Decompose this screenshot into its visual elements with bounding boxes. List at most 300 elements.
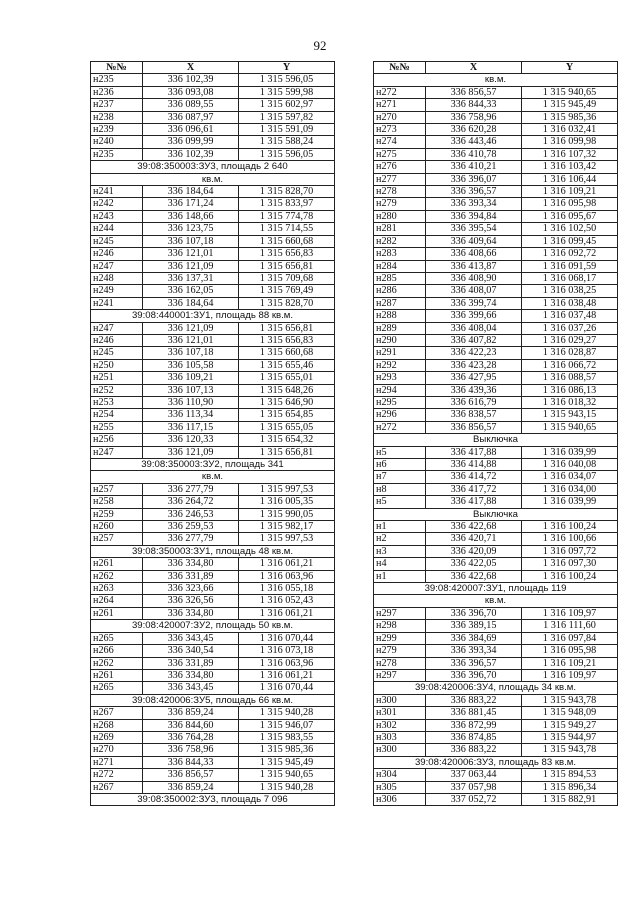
y-coordinate-cell: 1 316 061,21 [239, 558, 335, 570]
y-coordinate-cell: 1 315 945,49 [239, 756, 335, 768]
y-coordinate-cell: 1 315 654,32 [239, 434, 335, 446]
x-coordinate-cell: 336 396,57 [426, 186, 522, 198]
x-coordinate-cell: 336 343,45 [143, 632, 239, 644]
x-coordinate-cell: 336 413,87 [426, 260, 522, 272]
point-number-cell: н6 [374, 459, 426, 471]
table-row [91, 657, 335, 669]
table-row [91, 446, 335, 458]
table-row [374, 707, 618, 719]
x-coordinate-cell: 336 417,88 [426, 496, 522, 508]
y-coordinate-cell: 1 315 656,81 [239, 322, 335, 334]
x-coordinate-cell: 336 414,72 [426, 471, 522, 483]
point-number-cell: н261 [91, 558, 143, 570]
x-coordinate-cell: 336 107,18 [143, 235, 239, 247]
y-coordinate-cell: 1 315 946,07 [239, 719, 335, 731]
y-coordinate-cell: 1 316 088,57 [522, 372, 618, 384]
x-coordinate-cell: 336 420,71 [426, 533, 522, 545]
point-number-cell: н236 [91, 86, 143, 98]
point-number-cell: н277 [374, 173, 426, 185]
table-row [91, 384, 335, 396]
y-coordinate-cell: 1 316 102,50 [522, 223, 618, 235]
y-coordinate-cell: 1 316 039,99 [522, 446, 618, 458]
point-number-cell: н288 [374, 310, 426, 322]
x-coordinate-cell: 336 384,69 [426, 632, 522, 644]
x-coordinate-cell: 336 399,74 [426, 297, 522, 309]
y-coordinate-cell: 1 316 091,59 [522, 260, 618, 272]
x-coordinate-cell: 336 277,79 [143, 483, 239, 495]
x-coordinate-cell: 336 121,01 [143, 334, 239, 346]
y-coordinate-cell: 1 315 940,28 [239, 707, 335, 719]
table-row [91, 111, 335, 123]
x-coordinate-cell: 336 137,31 [143, 272, 239, 284]
table-row [91, 86, 335, 98]
point-number-cell: н278 [374, 657, 426, 669]
x-coordinate-cell: 336 334,80 [143, 669, 239, 681]
point-number-cell: н8 [374, 483, 426, 495]
x-coordinate-cell: 336 859,24 [143, 781, 239, 793]
x-coordinate-cell: 336 099,99 [143, 136, 239, 148]
table-row [374, 645, 618, 657]
point-number-cell: н260 [91, 521, 143, 533]
x-coordinate-cell: 336 410,78 [426, 148, 522, 160]
table-row [374, 446, 618, 458]
y-coordinate-cell: 1 315 709,68 [239, 272, 335, 284]
x-coordinate-cell: 336 121,09 [143, 260, 239, 272]
x-coordinate-cell: 336 408,90 [426, 272, 522, 284]
x-coordinate-cell: 336 277,79 [143, 533, 239, 545]
point-number-cell: н271 [374, 99, 426, 111]
point-number-cell: н286 [374, 285, 426, 297]
y-coordinate-cell: 1 315 894,53 [522, 769, 618, 781]
table-row [91, 496, 335, 508]
x-coordinate-cell: 336 389,15 [426, 620, 522, 632]
table-row [374, 421, 618, 433]
section-heading: 39:08:440001:ЗУ1, площадь 88 кв.м. [91, 310, 335, 322]
point-number-cell: н271 [91, 756, 143, 768]
point-number-cell: н303 [374, 731, 426, 743]
y-coordinate-cell: 1 316 068,17 [522, 272, 618, 284]
point-number-cell: н235 [91, 148, 143, 160]
table-row [91, 223, 335, 235]
table-row [374, 223, 618, 235]
x-coordinate-cell: 336 422,68 [426, 521, 522, 533]
y-coordinate-cell: 1 316 103,42 [522, 161, 618, 173]
section-heading: кв.м. [374, 74, 618, 86]
point-number-cell: н298 [374, 620, 426, 632]
x-coordinate-cell: 336 087,97 [143, 111, 239, 123]
x-header: X [426, 62, 522, 74]
y-coordinate-cell: 1 315 646,90 [239, 396, 335, 408]
y-coordinate-cell: 1 315 599,98 [239, 86, 335, 98]
x-coordinate-cell: 336 343,45 [143, 682, 239, 694]
table-row [374, 111, 618, 123]
table-row [374, 173, 618, 185]
x-coordinate-cell: 336 414,88 [426, 459, 522, 471]
point-number-cell: н253 [91, 396, 143, 408]
section-heading-row [374, 434, 618, 446]
point-number-cell: н302 [374, 719, 426, 731]
table-row [91, 136, 335, 148]
section-heading: кв.м. [374, 595, 618, 607]
x-coordinate-cell: 336 113,34 [143, 409, 239, 421]
y-coordinate-cell: 1 316 109,97 [522, 607, 618, 619]
table-row [91, 595, 335, 607]
table-row [91, 297, 335, 309]
table-row [374, 124, 618, 136]
point-number-cell: н264 [91, 595, 143, 607]
y-coordinate-cell: 1 316 038,48 [522, 297, 618, 309]
y-coordinate-cell: 1 315 983,55 [239, 731, 335, 743]
x-coordinate-cell: 336 422,05 [426, 558, 522, 570]
point-number-cell: н266 [91, 645, 143, 657]
y-coordinate-cell: 1 316 097,72 [522, 545, 618, 557]
table-row [91, 781, 335, 793]
table-row [374, 769, 618, 781]
y-coordinate-cell: 1 315 882,91 [522, 793, 618, 805]
table-row [374, 86, 618, 98]
section-heading: 39:08:420007:ЗУ2, площадь 50 кв.м. [91, 620, 335, 632]
y-coordinate-cell: 1 315 896,34 [522, 781, 618, 793]
table-row [91, 198, 335, 210]
y-coordinate-cell: 1 315 949,27 [522, 719, 618, 731]
point-number-cell: н291 [374, 347, 426, 359]
point-number-cell: н270 [91, 744, 143, 756]
y-coordinate-cell: 1 316 061,21 [239, 669, 335, 681]
x-coordinate-cell: 336 334,80 [143, 607, 239, 619]
x-coordinate-cell: 336 439,36 [426, 384, 522, 396]
point-number-cell: н279 [374, 645, 426, 657]
table-row [91, 558, 335, 570]
table-row [374, 161, 618, 173]
point-number-cell: н290 [374, 334, 426, 346]
section-heading-row [91, 694, 335, 706]
point-number-cell: н267 [91, 707, 143, 719]
point-number-cell: н265 [91, 682, 143, 694]
point-number-cell: н241 [91, 186, 143, 198]
table-row [91, 186, 335, 198]
point-number-cell: н295 [374, 396, 426, 408]
x-coordinate-cell: 336 417,72 [426, 483, 522, 495]
left-coordinates-table [90, 61, 335, 806]
y-coordinate-cell: 1 316 111,60 [522, 620, 618, 632]
point-number-cell: н300 [374, 744, 426, 756]
point-number-cell: н238 [91, 111, 143, 123]
table-row [91, 570, 335, 582]
x-coordinate-cell: 336 859,24 [143, 707, 239, 719]
section-heading-row [374, 508, 618, 520]
table-row [374, 285, 618, 297]
x-coordinate-cell: 336 117,15 [143, 421, 239, 433]
y-coordinate-cell: 1 316 073,18 [239, 645, 335, 657]
y-coordinate-cell: 1 315 591,09 [239, 124, 335, 136]
y-coordinate-cell: 1 315 602,97 [239, 99, 335, 111]
table-row [91, 260, 335, 272]
x-coordinate-cell: 336 105,58 [143, 359, 239, 371]
point-number-cell: н1 [374, 521, 426, 533]
table-row [374, 384, 618, 396]
y-coordinate-cell: 1 315 655,46 [239, 359, 335, 371]
point-number-cell: н5 [374, 446, 426, 458]
point-number-cell: н275 [374, 148, 426, 160]
table-row [91, 483, 335, 495]
y-coordinate-cell: 1 316 034,00 [522, 483, 618, 495]
y-coordinate-cell: 1 315 660,68 [239, 347, 335, 359]
y-coordinate-cell: 1 315 997,53 [239, 483, 335, 495]
point-number-cell: н272 [374, 86, 426, 98]
x-coordinate-cell: 336 120,33 [143, 434, 239, 446]
point-number-cell: н242 [91, 198, 143, 210]
y-coordinate-cell: 1 316 052,43 [239, 595, 335, 607]
x-coordinate-cell: 336 427,95 [426, 372, 522, 384]
x-coordinate-cell: 336 883,22 [426, 694, 522, 706]
y-coordinate-cell: 1 316 040,08 [522, 459, 618, 471]
table-row [91, 347, 335, 359]
x-coordinate-cell: 336 396,70 [426, 607, 522, 619]
table-row [91, 533, 335, 545]
point-number-cell: н297 [374, 607, 426, 619]
y-coordinate-cell: 1 316 100,24 [522, 521, 618, 533]
point-number-cell: н273 [374, 124, 426, 136]
y-coordinate-cell: 1 316 100,24 [522, 570, 618, 582]
point-number-cell: н276 [374, 161, 426, 173]
point-number-cell: н269 [91, 731, 143, 743]
point-number-cell: н284 [374, 260, 426, 272]
y-coordinate-cell: 1 315 940,28 [239, 781, 335, 793]
table-row [374, 310, 618, 322]
point-number-header: №№ [374, 62, 426, 74]
x-coordinate-cell: 336 443,46 [426, 136, 522, 148]
point-number-cell: н3 [374, 545, 426, 557]
y-coordinate-cell: 1 316 037,48 [522, 310, 618, 322]
x-coordinate-cell: 336 264,72 [143, 496, 239, 508]
y-coordinate-cell: 1 315 997,53 [239, 533, 335, 545]
y-coordinate-cell: 1 315 596,05 [239, 148, 335, 160]
point-number-cell: н268 [91, 719, 143, 731]
x-coordinate-cell: 336 420,09 [426, 545, 522, 557]
table-row [374, 744, 618, 756]
y-coordinate-cell: 1 315 943,78 [522, 694, 618, 706]
point-number-cell: н278 [374, 186, 426, 198]
point-number-header: №№ [91, 62, 143, 74]
table-row [374, 620, 618, 632]
table-row [374, 198, 618, 210]
table-row [374, 719, 618, 731]
x-coordinate-cell: 336 110,90 [143, 396, 239, 408]
point-number-cell: н280 [374, 210, 426, 222]
section-heading: 39:08:420006:ЗУ3, площадь 83 кв.м. [374, 756, 618, 768]
section-heading: 39:08:420006:ЗУ4, площадь 34 кв.м. [374, 682, 618, 694]
point-number-cell: н4 [374, 558, 426, 570]
table-row [91, 74, 335, 86]
y-coordinate-cell: 1 316 109,21 [522, 657, 618, 669]
table-row [91, 719, 335, 731]
point-number-cell: н247 [91, 260, 143, 272]
y-coordinate-cell: 1 316 063,96 [239, 570, 335, 582]
table-row [374, 459, 618, 471]
x-coordinate-cell: 336 102,39 [143, 74, 239, 86]
point-number-cell: н256 [91, 434, 143, 446]
table-row [374, 297, 618, 309]
y-coordinate-cell: 1 315 655,01 [239, 372, 335, 384]
y-coordinate-cell: 1 315 648,26 [239, 384, 335, 396]
section-heading: Выключка [374, 434, 618, 446]
x-coordinate-cell: 336 408,04 [426, 322, 522, 334]
y-coordinate-cell: 1 316 018,32 [522, 396, 618, 408]
x-coordinate-cell: 336 616,79 [426, 396, 522, 408]
point-number-cell: н297 [374, 669, 426, 681]
table-row [91, 682, 335, 694]
section-heading: 39:08:420007:ЗУ1, площадь 119 [374, 583, 618, 595]
point-number-cell: н306 [374, 793, 426, 805]
y-coordinate-cell: 1 315 985,36 [239, 744, 335, 756]
x-coordinate-cell: 336 184,64 [143, 297, 239, 309]
table-row [374, 396, 618, 408]
table-row [374, 694, 618, 706]
table-row [374, 632, 618, 644]
x-coordinate-cell: 336 874,85 [426, 731, 522, 743]
table-row [91, 756, 335, 768]
section-heading: кв.м. [91, 173, 335, 185]
table-row [374, 558, 618, 570]
point-number-cell: н292 [374, 359, 426, 371]
y-coordinate-cell: 1 316 028,87 [522, 347, 618, 359]
x-coordinate-cell: 336 844,33 [143, 756, 239, 768]
y-coordinate-cell: 1 316 061,21 [239, 607, 335, 619]
y-coordinate-cell: 1 315 833,97 [239, 198, 335, 210]
table-row [91, 235, 335, 247]
y-coordinate-cell: 1 315 828,70 [239, 297, 335, 309]
x-coordinate-cell: 336 620,28 [426, 124, 522, 136]
table-row [91, 359, 335, 371]
table-row [91, 148, 335, 160]
y-coordinate-cell: 1 315 597,82 [239, 111, 335, 123]
table-row [374, 521, 618, 533]
point-number-cell: н7 [374, 471, 426, 483]
y-coordinate-cell: 1 315 774,78 [239, 210, 335, 222]
table-row [374, 359, 618, 371]
point-number-cell: н293 [374, 372, 426, 384]
y-coordinate-cell: 1 315 985,36 [522, 111, 618, 123]
table-row [374, 731, 618, 743]
x-coordinate-cell: 336 121,09 [143, 322, 239, 334]
table-row [91, 769, 335, 781]
table-row [374, 781, 618, 793]
table-row [91, 396, 335, 408]
y-coordinate-cell: 1 316 109,97 [522, 669, 618, 681]
section-heading: 39:08:350003:ЗУ2, площадь 341 [91, 459, 335, 471]
x-coordinate-cell: 336 410,21 [426, 161, 522, 173]
y-coordinate-cell: 1 316 034,07 [522, 471, 618, 483]
x-coordinate-cell: 336 334,80 [143, 558, 239, 570]
point-number-cell: н285 [374, 272, 426, 284]
point-number-cell: н5 [374, 496, 426, 508]
x-coordinate-cell: 336 758,96 [143, 744, 239, 756]
table-row [91, 607, 335, 619]
table-row [374, 136, 618, 148]
point-number-cell: н283 [374, 248, 426, 260]
point-number-cell: н279 [374, 198, 426, 210]
y-coordinate-cell: 1 316 095,98 [522, 645, 618, 657]
point-number-cell: н282 [374, 235, 426, 247]
section-heading: 39:08:420006:ЗУ5, площадь 66 кв.м. [91, 694, 335, 706]
x-coordinate-cell: 336 407,82 [426, 334, 522, 346]
point-number-cell: н294 [374, 384, 426, 396]
x-coordinate-cell: 336 096,61 [143, 124, 239, 136]
y-coordinate-cell: 1 316 095,98 [522, 198, 618, 210]
x-coordinate-cell: 336 408,07 [426, 285, 522, 297]
x-coordinate-cell: 336 844,60 [143, 719, 239, 731]
y-coordinate-cell: 1 315 655,05 [239, 421, 335, 433]
table-row [91, 731, 335, 743]
table-row [91, 334, 335, 346]
section-heading-row [374, 583, 618, 595]
table-row [91, 669, 335, 681]
x-coordinate-cell: 336 393,34 [426, 645, 522, 657]
table-row [91, 409, 335, 421]
section-heading: 39:08:350003:ЗУ1, площадь 48 кв.м. [91, 545, 335, 557]
section-heading-row [91, 793, 335, 805]
y-header: Y [239, 62, 335, 74]
x-coordinate-cell: 337 057,98 [426, 781, 522, 793]
point-number-cell: н243 [91, 210, 143, 222]
table-row [374, 347, 618, 359]
x-coordinate-cell: 336 089,55 [143, 99, 239, 111]
x-coordinate-cell: 336 883,22 [426, 744, 522, 756]
y-coordinate-cell: 1 315 656,83 [239, 334, 335, 346]
x-header: X [143, 62, 239, 74]
x-coordinate-cell: 336 409,64 [426, 235, 522, 247]
table-row [374, 607, 618, 619]
table-row [374, 210, 618, 222]
section-heading-row [91, 545, 335, 557]
section-heading-row [91, 620, 335, 632]
table-row [91, 707, 335, 719]
table-row [374, 148, 618, 160]
table-row [374, 235, 618, 247]
x-coordinate-cell: 336 331,89 [143, 657, 239, 669]
x-coordinate-cell: 337 052,72 [426, 793, 522, 805]
y-coordinate-cell: 1 316 029,27 [522, 334, 618, 346]
point-number-cell: н1 [374, 570, 426, 582]
point-number-cell: н262 [91, 657, 143, 669]
table-row [91, 632, 335, 644]
point-number-cell: н2 [374, 533, 426, 545]
table-row [91, 421, 335, 433]
y-coordinate-cell: 1 315 656,83 [239, 248, 335, 260]
section-heading-row [91, 161, 335, 173]
point-number-cell: н251 [91, 372, 143, 384]
x-coordinate-cell: 336 856,57 [426, 421, 522, 433]
y-coordinate-cell: 1 316 106,44 [522, 173, 618, 185]
y-coordinate-cell: 1 315 769,49 [239, 285, 335, 297]
table-row [374, 99, 618, 111]
y-coordinate-cell: 1 315 596,05 [239, 74, 335, 86]
y-coordinate-cell: 1 316 092,72 [522, 248, 618, 260]
table-row [91, 434, 335, 446]
table-row [374, 272, 618, 284]
x-coordinate-cell: 336 764,28 [143, 731, 239, 743]
y-coordinate-cell: 1 316 055,18 [239, 583, 335, 595]
x-coordinate-cell: 336 323,66 [143, 583, 239, 595]
x-coordinate-cell: 336 121,01 [143, 248, 239, 260]
y-coordinate-cell: 1 315 714,55 [239, 223, 335, 235]
point-number-cell: н255 [91, 421, 143, 433]
x-coordinate-cell: 336 184,64 [143, 186, 239, 198]
point-number-cell: н247 [91, 446, 143, 458]
y-coordinate-cell: 1 315 656,81 [239, 260, 335, 272]
point-number-cell: н245 [91, 347, 143, 359]
y-coordinate-cell: 1 315 944,97 [522, 731, 618, 743]
